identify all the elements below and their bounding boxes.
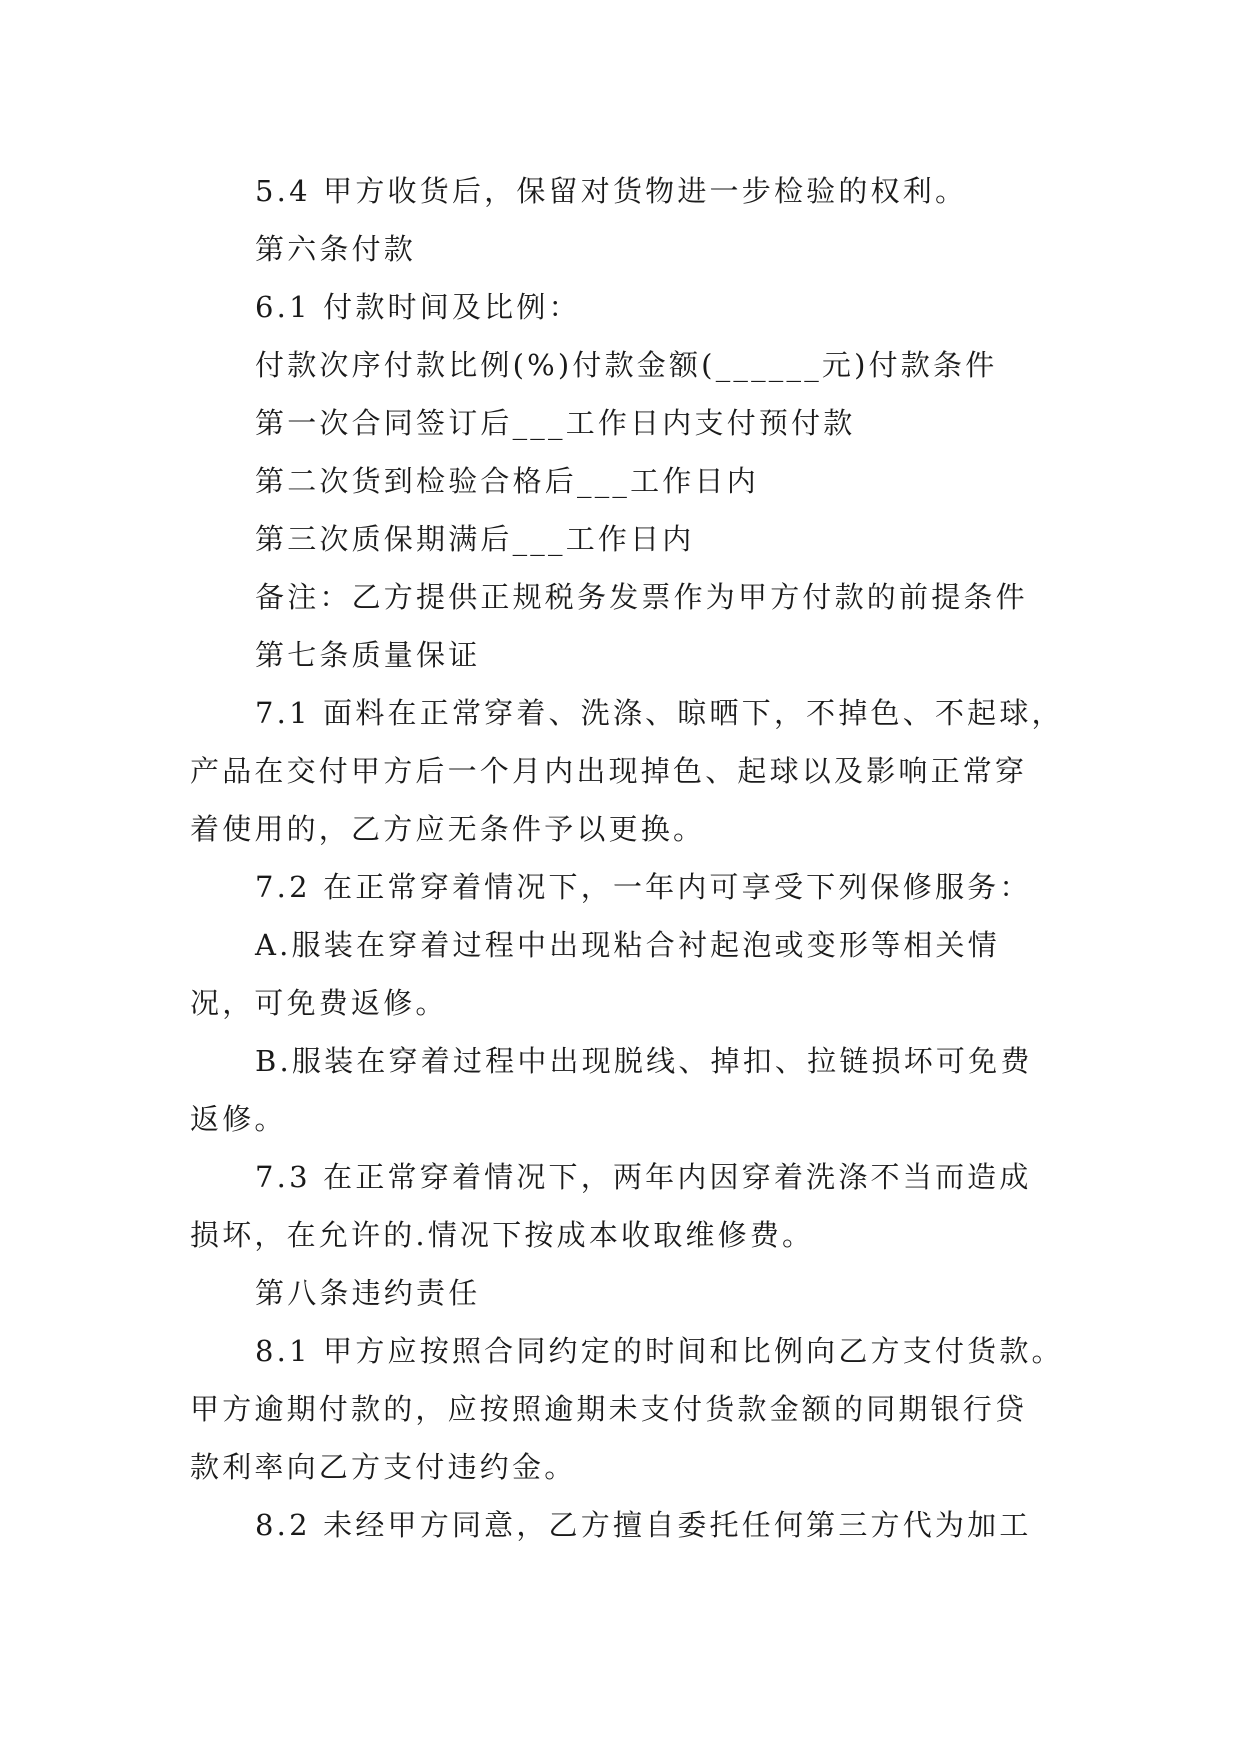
- payment-table-header: 付款次序付款比例(%)付款金额(______元)付款条件: [255, 348, 998, 382]
- section-heading-7: 第七条质量保证: [255, 638, 481, 672]
- paragraph-8-1-line-1: 8.1 甲方应按照合同约定的时间和比例向乙方支付货款。: [255, 1334, 1064, 1368]
- paragraph-7-1-line-2: 产品在交付甲方后一个月内出现掉色、起球以及影响正常穿: [190, 754, 1028, 788]
- paragraph-7-1-line-3: 着使用的，乙方应无条件予以更换。: [190, 812, 706, 846]
- paragraph-5-4: 5.4 甲方收货后，保留对货物进一步检验的权利。: [255, 174, 968, 208]
- paragraph-6-1: 6.1 付款时间及比例：: [255, 290, 581, 324]
- payment-row-2: 第二次货到检验合格后___工作日内: [255, 464, 759, 498]
- paragraph-8-1-line-2: 甲方逾期付款的，应按照逾期未支付货款金额的同期银行贷: [190, 1392, 1028, 1426]
- item-a-line-2: 况，可免费返修。: [190, 986, 448, 1020]
- paragraph-8-1-line-3: 款利率向乙方支付违约金。: [190, 1450, 577, 1484]
- paragraph-7-1-line-1: 7.1 面料在正常穿着、洗涤、晾晒下，不掉色、不起球，: [255, 696, 1064, 730]
- section-heading-6: 第六条付款: [255, 232, 417, 266]
- payment-note: 备注：乙方提供正规税务发票作为甲方付款的前提条件: [255, 580, 1028, 614]
- paragraph-7-3-line-1: 7.3 在正常穿着情况下，两年内因穿着洗涤不当而造成: [255, 1160, 1032, 1194]
- item-b-line-2: 返修。: [190, 1102, 287, 1136]
- payment-row-3: 第三次质保期满后___工作日内: [255, 522, 695, 556]
- item-b-line-1: B.服装在穿着过程中出现脱线、掉扣、拉链损坏可免费: [255, 1044, 1033, 1078]
- item-a-line-1: A.服装在穿着过程中出现粘合衬起泡或变形等相关情: [255, 928, 1000, 962]
- paragraph-7-3-line-2: 损坏，在允许的.情况下按成本收取维修费。: [190, 1218, 815, 1252]
- section-heading-8: 第八条违约责任: [255, 1276, 481, 1310]
- paragraph-7-2: 7.2 在正常穿着情况下，一年内可享受下列保修服务：: [255, 870, 1032, 904]
- paragraph-8-2: 8.2 未经甲方同意，乙方擅自委托任何第三方代为加工: [255, 1508, 1032, 1542]
- payment-row-1: 第一次合同签订后___工作日内支付预付款: [255, 406, 856, 440]
